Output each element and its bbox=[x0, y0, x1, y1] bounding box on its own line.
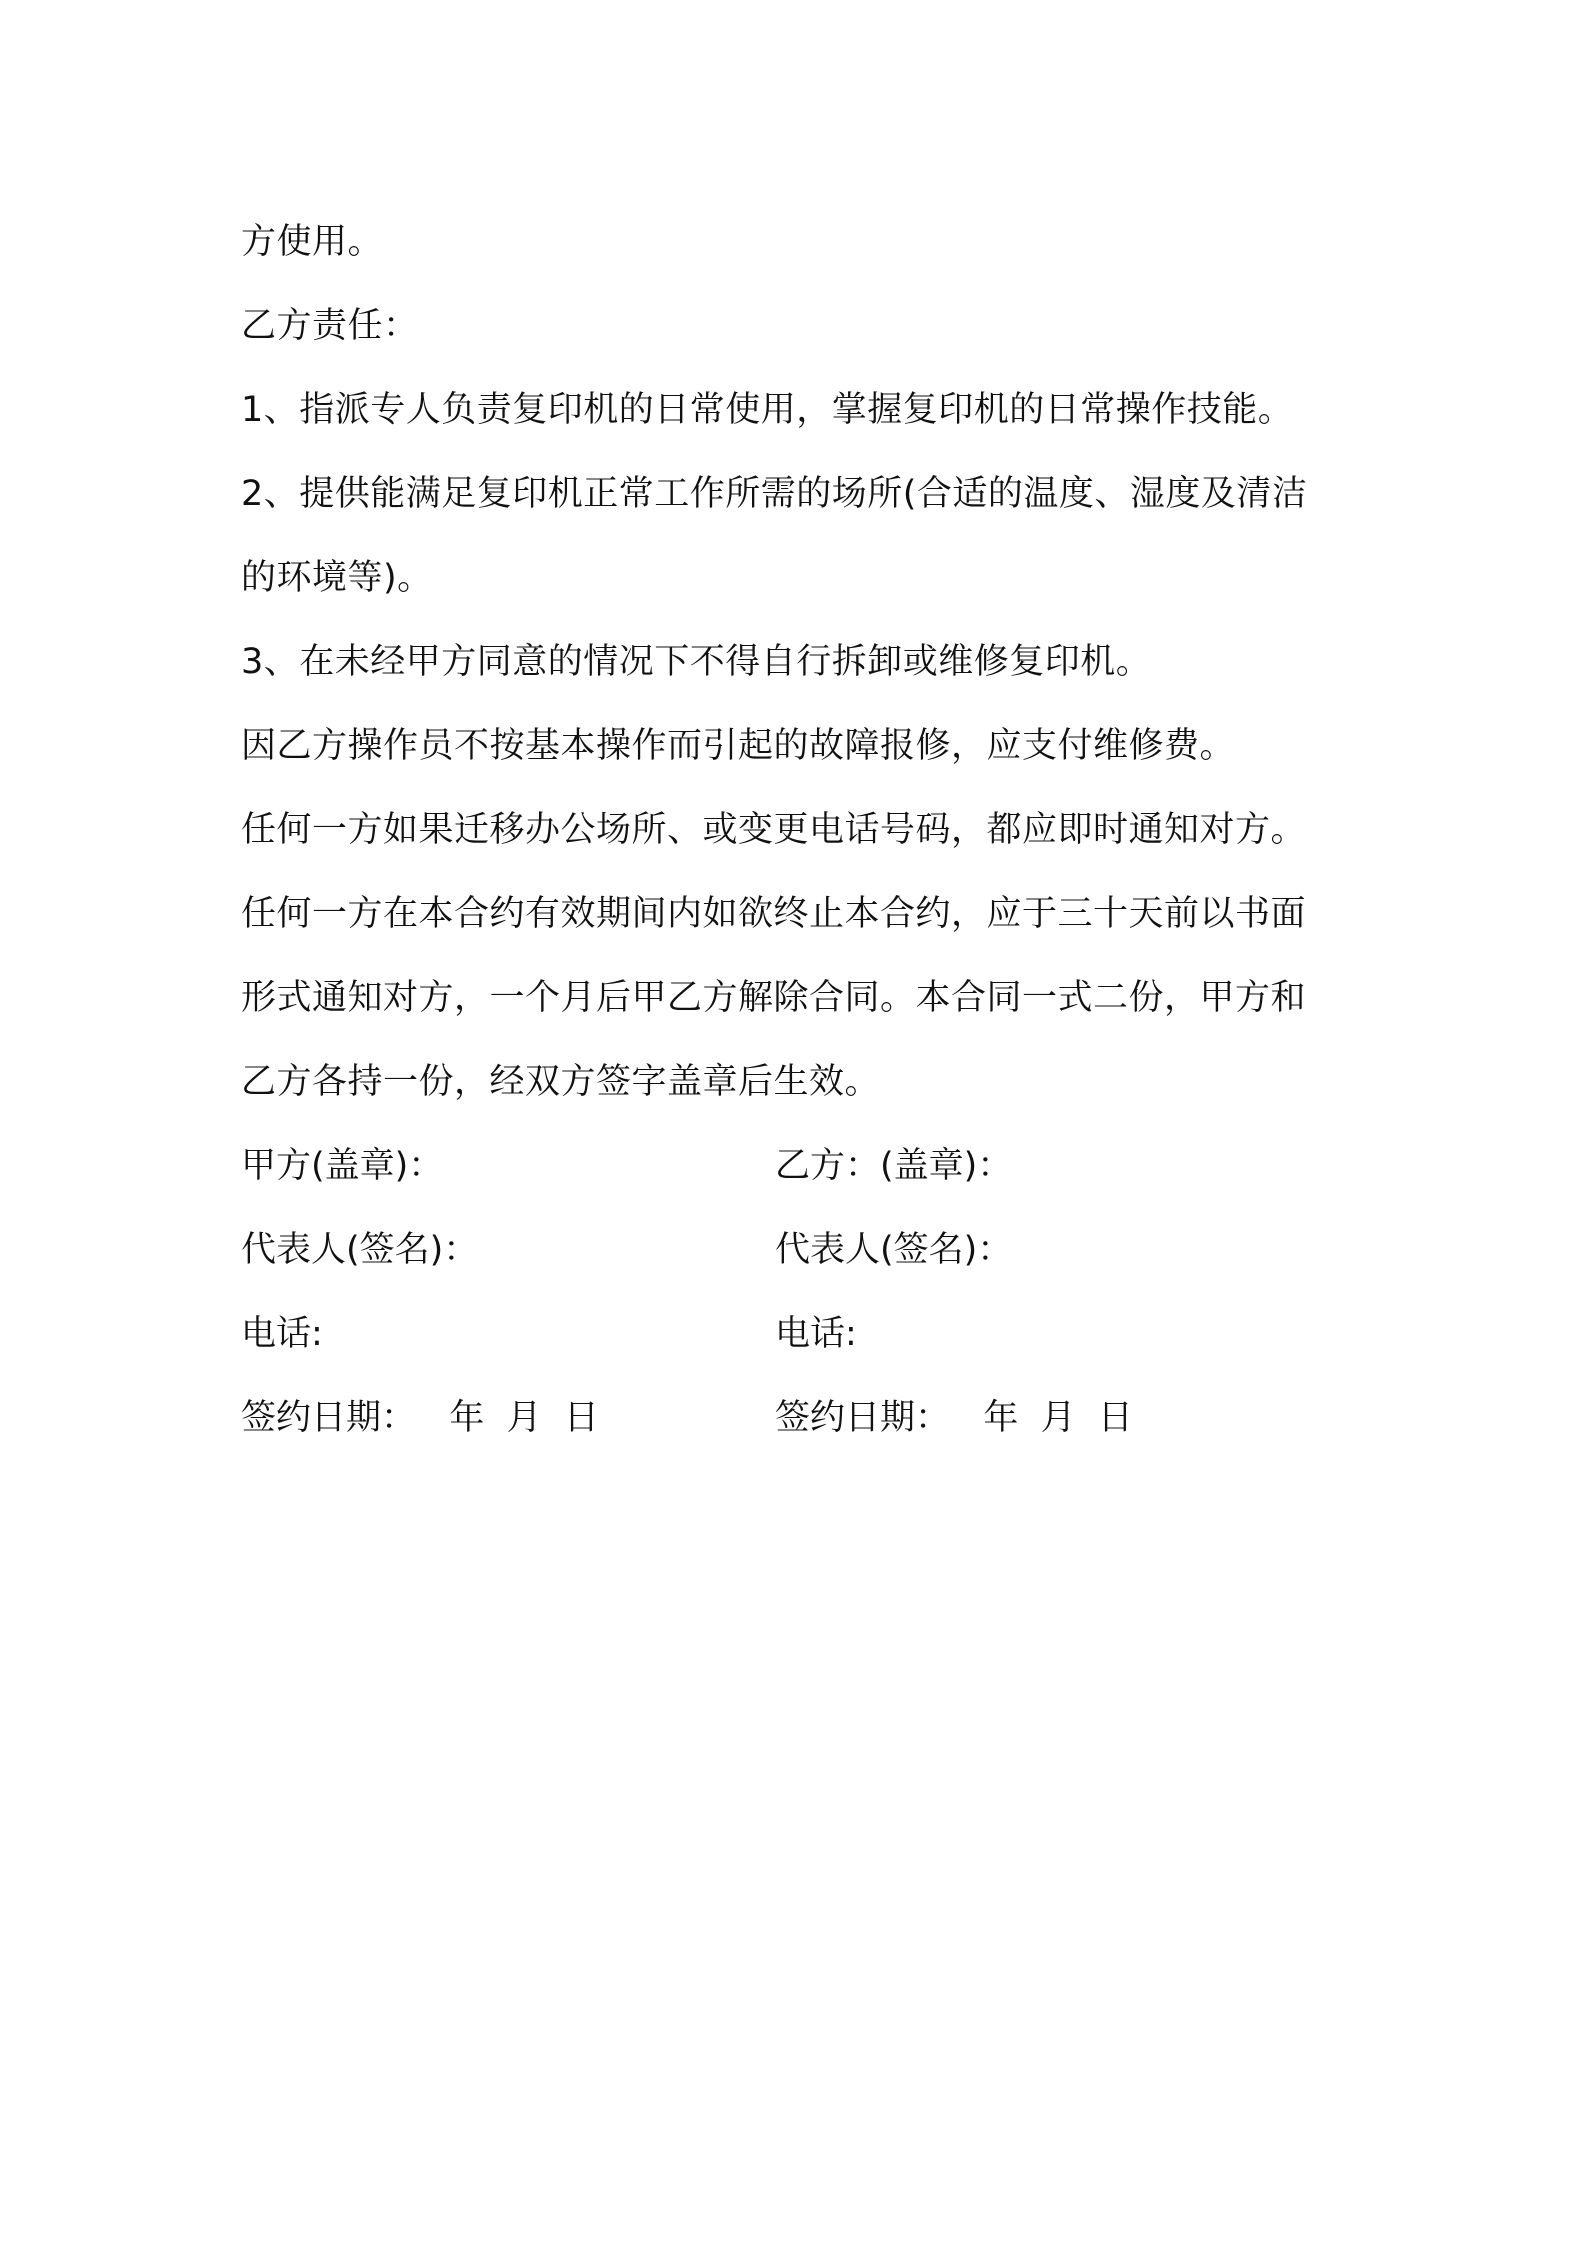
party-b-representative-label: 代表人(签名)： bbox=[775, 1230, 1013, 1270]
signature-row-phone bbox=[241, 1292, 1361, 1376]
paragraph-line: 因乙方操作员不按基本操作而引起的故障报修，应支付维修费。 bbox=[241, 726, 1236, 766]
party-a-representative-label: 代表人(签名)： bbox=[241, 1230, 479, 1270]
paragraph-line: 乙方各持一份，经双方签字盖章后生效。 bbox=[241, 1062, 881, 1102]
paragraph-line: 任何一方如果迁移办公场所、或变更电话号码，都应即时通知对方。 bbox=[241, 810, 1307, 850]
paragraph-line: 方使用。 bbox=[241, 222, 384, 262]
party-a-seal-label: 甲方(盖章)： bbox=[241, 1146, 444, 1186]
party-a-date-label: 签约日期： 年 月 日 bbox=[241, 1398, 599, 1438]
party-b-date-label: 签约日期： 年 月 日 bbox=[775, 1398, 1133, 1438]
paragraph-line: 的环境等)。 bbox=[241, 558, 433, 598]
paragraph-line: 任何一方在本合约有效期间内如欲终止本合约，应于三十天前以书面 bbox=[241, 894, 1307, 934]
party-a-phone-label: 电话: bbox=[241, 1314, 323, 1354]
party-b-phone-label: 电话: bbox=[775, 1314, 857, 1354]
paragraph-line: 3、在未经甲方同意的情况下不得自行拆卸或维修复印机。 bbox=[241, 642, 1152, 682]
signature-row-seal bbox=[241, 1124, 1361, 1208]
party-b-seal-label: 乙方：(盖章)： bbox=[775, 1146, 1013, 1186]
document-body bbox=[241, 200, 1361, 1460]
paragraph-line: 2、提供能满足复印机正常工作所需的场所(合适的温度、湿度及清洁 bbox=[241, 474, 1308, 514]
paragraph-line: 形式通知对方，一个月后甲乙方解除合同。本合同一式二份，甲方和 bbox=[241, 978, 1307, 1018]
paragraph-line: 1、指派专人负责复印机的日常使用，掌握复印机的日常操作技能。 bbox=[241, 390, 1294, 430]
signature-row-representative bbox=[241, 1208, 1361, 1292]
signature-row-date bbox=[241, 1376, 1361, 1460]
section-heading-party-b-duties: 乙方责任： bbox=[241, 306, 419, 346]
